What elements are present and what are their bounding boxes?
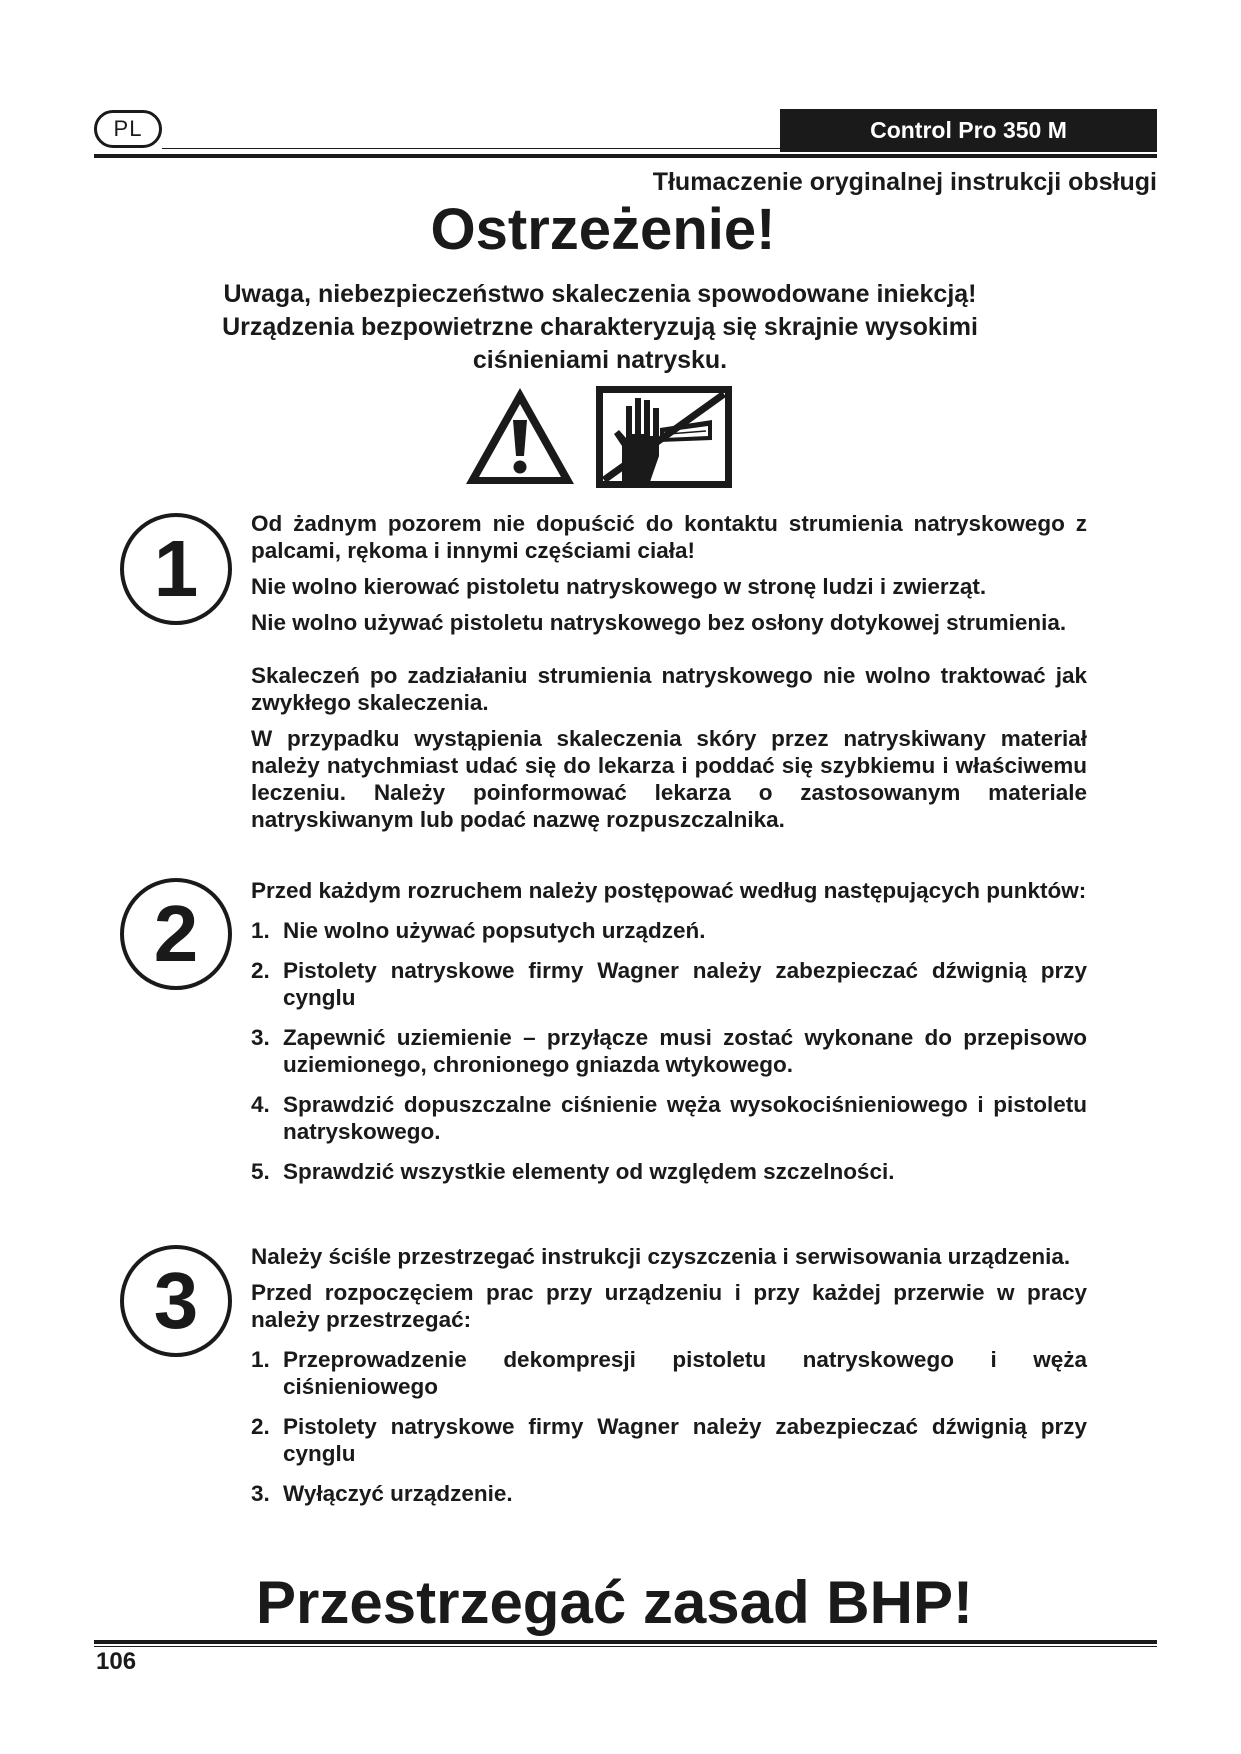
list-item-text: Przeprowadzenie dekompresji pistoletu natryskowego i węża ciśnieniowego xyxy=(283,1347,1087,1399)
section-2 xyxy=(251,877,1087,1198)
model-name-bar xyxy=(780,109,1157,152)
list-item xyxy=(251,1158,1087,1185)
warning-lead xyxy=(180,278,1020,377)
language-badge xyxy=(94,110,162,148)
section-3 xyxy=(251,1243,1087,1520)
header-thin-line xyxy=(162,148,780,149)
model-name: Control Pro 350 M xyxy=(870,117,1067,143)
list-item-number: 2. xyxy=(251,958,270,983)
list-item xyxy=(251,1413,1087,1467)
list-item-number: 1. xyxy=(251,1347,270,1372)
page-number: 106 xyxy=(96,1648,137,1675)
section-2-list xyxy=(251,917,1087,1185)
section-1-paragraph: Nie wolno kierować pistoletu natryskowego w stronę ludzi i zwierząt. xyxy=(251,574,987,599)
list-item xyxy=(251,1480,1087,1507)
list-item-number: 3. xyxy=(251,1481,270,1506)
footer-divider xyxy=(94,1640,1157,1644)
list-item-number: 2. xyxy=(251,1414,270,1439)
list-item-text: Zapewnić uziemienie – przyłącze musi zostać wykonane do przepisowo uziemionego, chronionego gniazda wtykowego. xyxy=(283,1025,1087,1077)
footer-thin-line xyxy=(94,1646,1157,1647)
section-1-paragraph: Od żadnym pozorem nie dopuścić do kontaktu strumienia natryskowego z palcami, rękoma i innymi częściami ciała! xyxy=(251,511,1087,563)
section-3-paragraph: Należy ściśle przestrzegać instrukcji czyszczenia i serwisowania urządzenia. xyxy=(251,1244,1071,1269)
list-item-number: 3. xyxy=(251,1025,270,1050)
list-item-text: Pistolety natryskowe firmy Wagner należy zabezpieczać dźwignią przy cynglu xyxy=(283,958,1087,1010)
warning-lead-line1: Uwaga, niebezpieczeństwo skaleczenia spowodowane iniekcją! xyxy=(223,280,977,308)
section-number-1-label: 1 xyxy=(153,524,199,613)
header-divider xyxy=(94,154,1157,158)
warning-lead-line2: Urządzenia bezpowietrzne charakteryzują się skrajnie wysokimi ciśnieniami natrysku. xyxy=(222,313,978,374)
section-2-intro: Przed każdym rozruchem należy postępować według następujących punktów: xyxy=(251,878,1087,903)
section-number-2-label: 2 xyxy=(153,889,199,978)
section-1-paragraph: Nie wolno używać pistoletu natryskowego bez osłony dotykowej strumienia. xyxy=(251,610,1067,635)
section-number-2 xyxy=(120,878,232,990)
section-3-list xyxy=(251,1346,1087,1507)
section-number-1 xyxy=(120,513,232,625)
section-3-paragraph: Przed rozpoczęciem prac przy urządzeniu i przy każdej przerwie w pracy należy przestrzegać: xyxy=(251,1280,1087,1332)
section-1-paragraph: Skaleczeń po zadziałaniu strumienia natryskowego nie wolno traktować jak zwykłego skaleczenia. xyxy=(251,663,1087,715)
list-item xyxy=(251,1346,1087,1400)
page-title: Ostrzeżenie! xyxy=(430,197,776,262)
list-item-text: Pistolety natryskowe firmy Wagner należy zabezpieczać dźwignią przy cynglu xyxy=(283,1414,1087,1466)
warning-triangle-icon xyxy=(466,388,574,484)
list-item-number: 4. xyxy=(251,1092,270,1117)
document-subtitle: Tłumaczenie oryginalnej instrukcji obsługi xyxy=(652,168,1157,196)
section-1-paragraph: W przypadku wystąpienia skaleczenia skóry przez natryskiwany materiał należy natychmiast udać się do lekarza i poddać się szybkiemu i właściwemu leczeniu. Należy poinformować lekarza o zastosowanym materiale natryskiwanym lub podać nazwę rozpuszczalnika. xyxy=(251,726,1087,832)
list-item-text: Wyłączyć urządzenie. xyxy=(283,1481,513,1506)
list-item xyxy=(251,1024,1087,1078)
list-item xyxy=(251,957,1087,1011)
safety-slogan: Przestrzegać zasad BHP! xyxy=(256,1569,973,1636)
section-number-3 xyxy=(120,1245,232,1357)
list-item-text: Sprawdzić dopuszczalne ciśnienie węża wysokociśnieniowego i pistoletu natryskowego. xyxy=(283,1092,1087,1144)
list-item xyxy=(251,917,1087,944)
section-1 xyxy=(251,510,1087,842)
section-number-3-label: 3 xyxy=(153,1256,199,1345)
list-item-number: 1. xyxy=(251,918,270,943)
list-item-text: Nie wolno używać popsutych urządzeń. xyxy=(283,918,706,943)
no-hand-in-spray-icon xyxy=(596,386,732,488)
list-item xyxy=(251,1091,1087,1145)
list-item-text: Sprawdzić wszystkie elementy od względem szczelności. xyxy=(283,1159,895,1184)
language-code: PL xyxy=(113,116,143,141)
list-item-number: 5. xyxy=(251,1159,270,1184)
safety-pictograms xyxy=(464,384,734,490)
